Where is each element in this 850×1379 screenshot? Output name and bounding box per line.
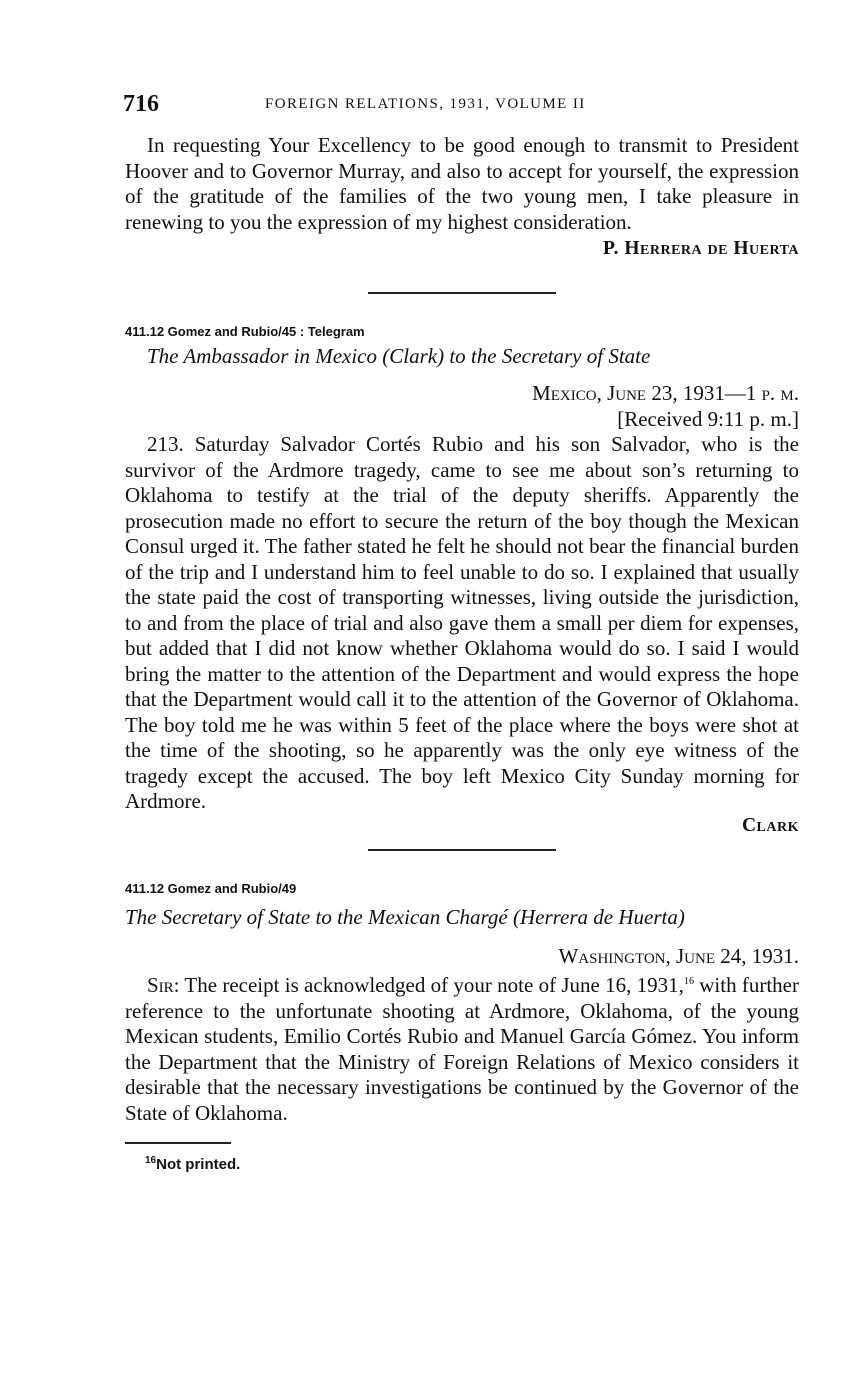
salutation: Sir: [147, 973, 180, 997]
footnote-text: Not printed. [156, 1156, 241, 1173]
page-header [125, 92, 799, 120]
file-reference: 411.12 Gomez and Rubio/45 : Telegram [125, 324, 365, 339]
section-divider [368, 292, 556, 294]
footnote-divider [125, 1142, 231, 1144]
closing-paragraph: In requesting Your Excellency to be good enough to transmit to President Hoover and to Governor Murray, and also to accept for yourself, the expression of the gratitude of the families of the two young men, I take pleasure in renewing to you the expression of my highest consideration. [125, 133, 799, 234]
telegram-body: 213. Saturday Salvador Cortés Rubio and his son Salvador, who is the survivor of the Ardmore tragedy, came to see me about son’s returning to Oklahoma to testify at the trial of the deputy sheriffs. Apparently the prosecution made no effort to secure the return of the boy though the Mexican Consul urged it. The father stated he felt he should not bear the financial burden of the trip and I understand him to feel unable to do so. I explained that usually the state paid the cost of transporting witnesses, living outside the jurisdiction, to and from the place of trial and also gave them a small per diem for expenses, but added that I did not know whether Oklahoma would do so. I said I would bring the matter to the attention of the Department and would express the hope that the Department would call it to the attention of the Governor of Oklahoma. The boy told me he was within 5 feet of the place where the boys were shot at the time of the shooting, so he apparently was the only eye witness of the tragedy except the accused. The boy left Mexico City Sunday morning for Ardmore. [125, 432, 799, 813]
dateline: Mexico, June 23, 1931—1 p. m. [532, 381, 799, 405]
dateline: Washington, June 24, 1931. [558, 943, 799, 968]
document-title: The Ambassador in Mexico (Clark) to the Secretary of State [147, 344, 651, 368]
received-note: [Received 9:11 p. m.] [617, 406, 799, 431]
running-head: FOREIGN RELATIONS, 1931, VOLUME II [265, 96, 586, 112]
closing-signature: P. Herrera de Huerta [603, 238, 799, 259]
footnote-mark: 16 [145, 1155, 157, 1166]
letter-body-lead: The receipt is acknowledged of your note of June 16, 1931, [184, 973, 684, 997]
document-page [125, 92, 799, 1173]
section-divider [368, 849, 556, 851]
file-reference: 411.12 Gomez and Rubio/49 [125, 880, 297, 896]
footnote [125, 1156, 799, 1173]
footnote-reference: 16 [683, 976, 694, 987]
document-title: The Secretary of State to the Mexican Chargé (Herrera de Huerta) [125, 904, 685, 929]
letter-body [125, 973, 799, 1126]
signature: Clark [741, 814, 799, 836]
page-number: 716 [123, 91, 159, 117]
letter-body-rest: with further reference to the unfortunate shooting at Ardmore, Oklahoma, of the young Mexican students, Emilio Cortés Rubio and Manuel García Gómez. You inform the Department that the Ministry of Foreign Relations of Mexico considers it desirable that the necessary investigations be continued by the Governor of the State of Oklahoma. [125, 973, 799, 1125]
